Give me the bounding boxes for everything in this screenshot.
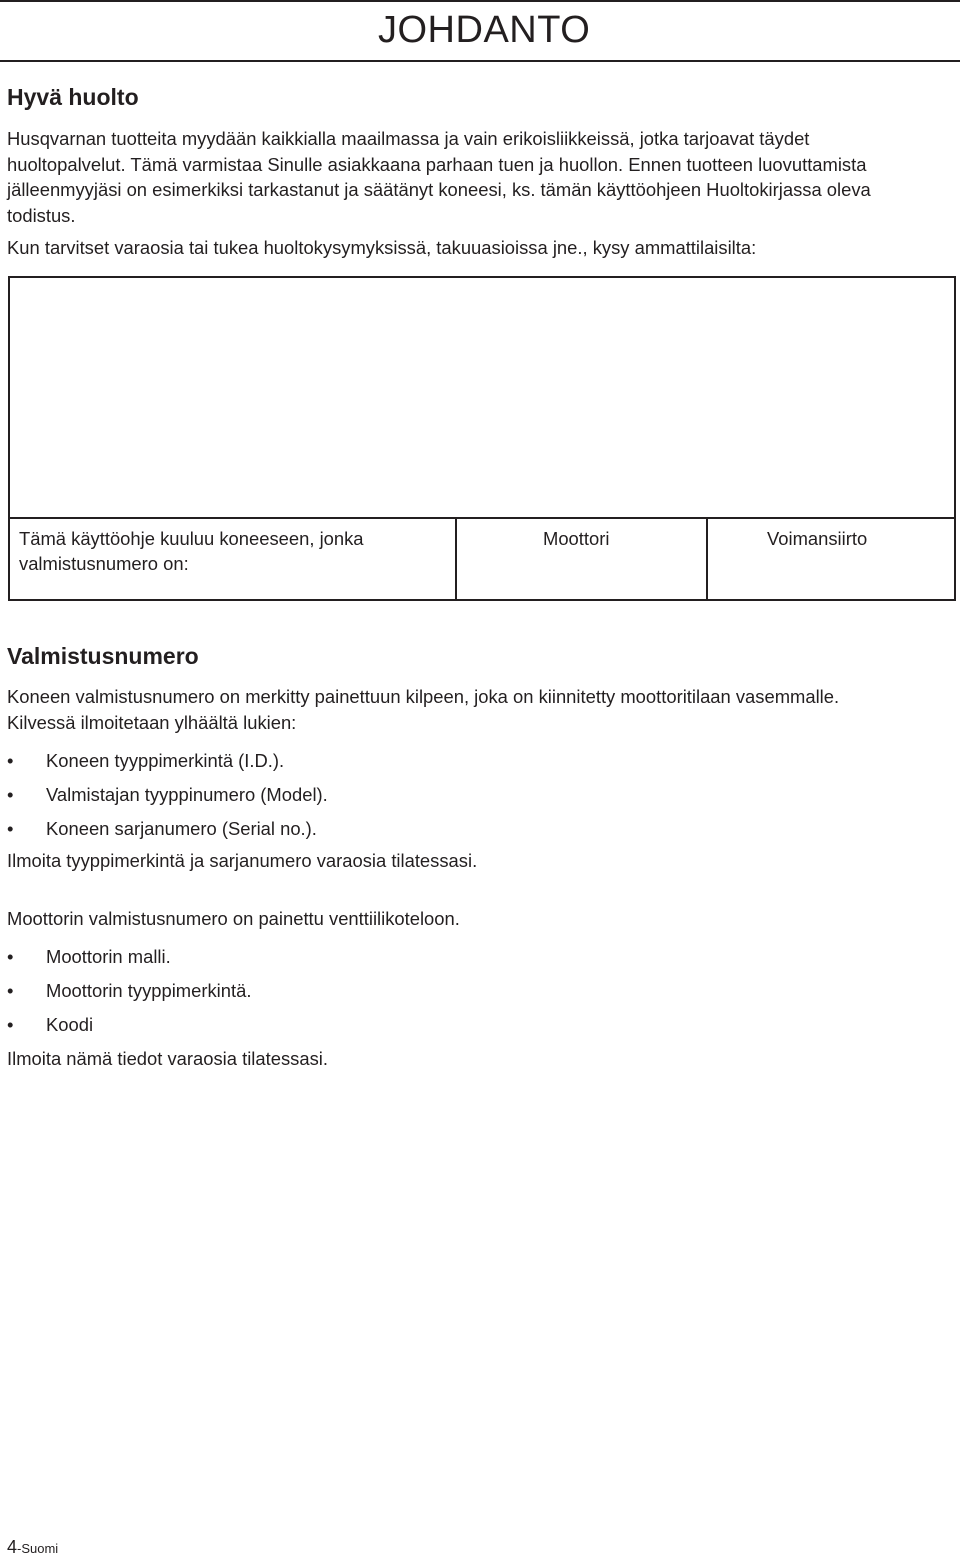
bullet-marker: • — [7, 1014, 14, 1035]
serial-intro — [7, 684, 953, 735]
page-number: 4 — [7, 1537, 18, 1557]
list-item: Koodi — [46, 1014, 94, 1035]
service-paragraph-line: huoltopalvelut. Tämä varmistaa Sinulle asiakkaana parhaan tuen ja huollon. Ennen tuotteen luovuttamista — [7, 153, 867, 175]
dealer-prompt: Kun tarvitset varaosia tai tukea huoltokysymyksissä, takuuasioissa jne., kysy ammattilaisilta: — [7, 237, 757, 258]
service-paragraph-line: Husqvarnan tuotteita myydään kaikkialla maailmassa ja vain erikoisliikkeissä, jotka tarjoavat täydet — [7, 128, 810, 149]
page-language: -Suomi — [17, 1541, 59, 1556]
list-item: Koneen sarjanumero (Serial no.). — [46, 818, 317, 839]
serial-cell-line: valmistusnumero on: — [19, 553, 189, 574]
engine-outro: Ilmoita nämä tiedot varaosia tilatessasi. — [7, 1048, 328, 1069]
table-divider — [706, 517, 708, 601]
list-item: Valmistajan tyyppinumero (Model). — [46, 784, 328, 805]
service-paragraph-line: jälleenmyyjäsi on esimerkiksi tarkastanut ja säätänyt koneesi, ks. tämän käyttöohjeen Huoltokirjassa oleva — [7, 179, 871, 200]
service-paragraph — [7, 126, 953, 228]
section-heading-service: Hyvä huolto — [7, 84, 139, 110]
table-divider — [455, 517, 457, 601]
list-item: Moottorin malli. — [46, 946, 171, 967]
bullet-marker: • — [7, 946, 14, 967]
section-heading-serial: Valmistusnumero — [7, 643, 199, 669]
list-item: Koneen tyyppimerkintä (I.D.). — [46, 750, 285, 771]
serial-cell-line: Tämä käyttöohje kuuluu koneeseen, jonka — [19, 528, 364, 549]
serial-intro-line: Kilvessä ilmoitetaan ylhäältä lukien: — [7, 711, 297, 733]
bullet-marker: • — [7, 818, 14, 839]
page-title: JOHDANTO — [378, 9, 591, 51]
list-item: Moottorin tyyppimerkintä. — [46, 980, 252, 1001]
bullet-marker: • — [7, 784, 14, 805]
serial-cell-transmission: Voimansiirto — [767, 528, 868, 549]
serial-cell-engine: Moottori — [543, 528, 610, 549]
bullet-marker: • — [7, 750, 14, 771]
service-paragraph-line: todistus. — [7, 204, 76, 226]
page-footer — [7, 1537, 58, 1559]
serial-cell-machine — [19, 526, 364, 576]
serial-intro-line: Koneen valmistusnumero on merkitty painettuun kilpeen, joka on kiinnitetty moottoritilaan vasemmalle. — [7, 686, 840, 707]
bullet-marker: • — [7, 980, 14, 1001]
serial-outro: Ilmoita tyyppimerkintä ja sarjanumero varaosia tilatessasi. — [7, 850, 478, 871]
engine-serial-intro: Moottorin valmistusnumero on painettu venttiilikoteloon. — [7, 908, 460, 929]
